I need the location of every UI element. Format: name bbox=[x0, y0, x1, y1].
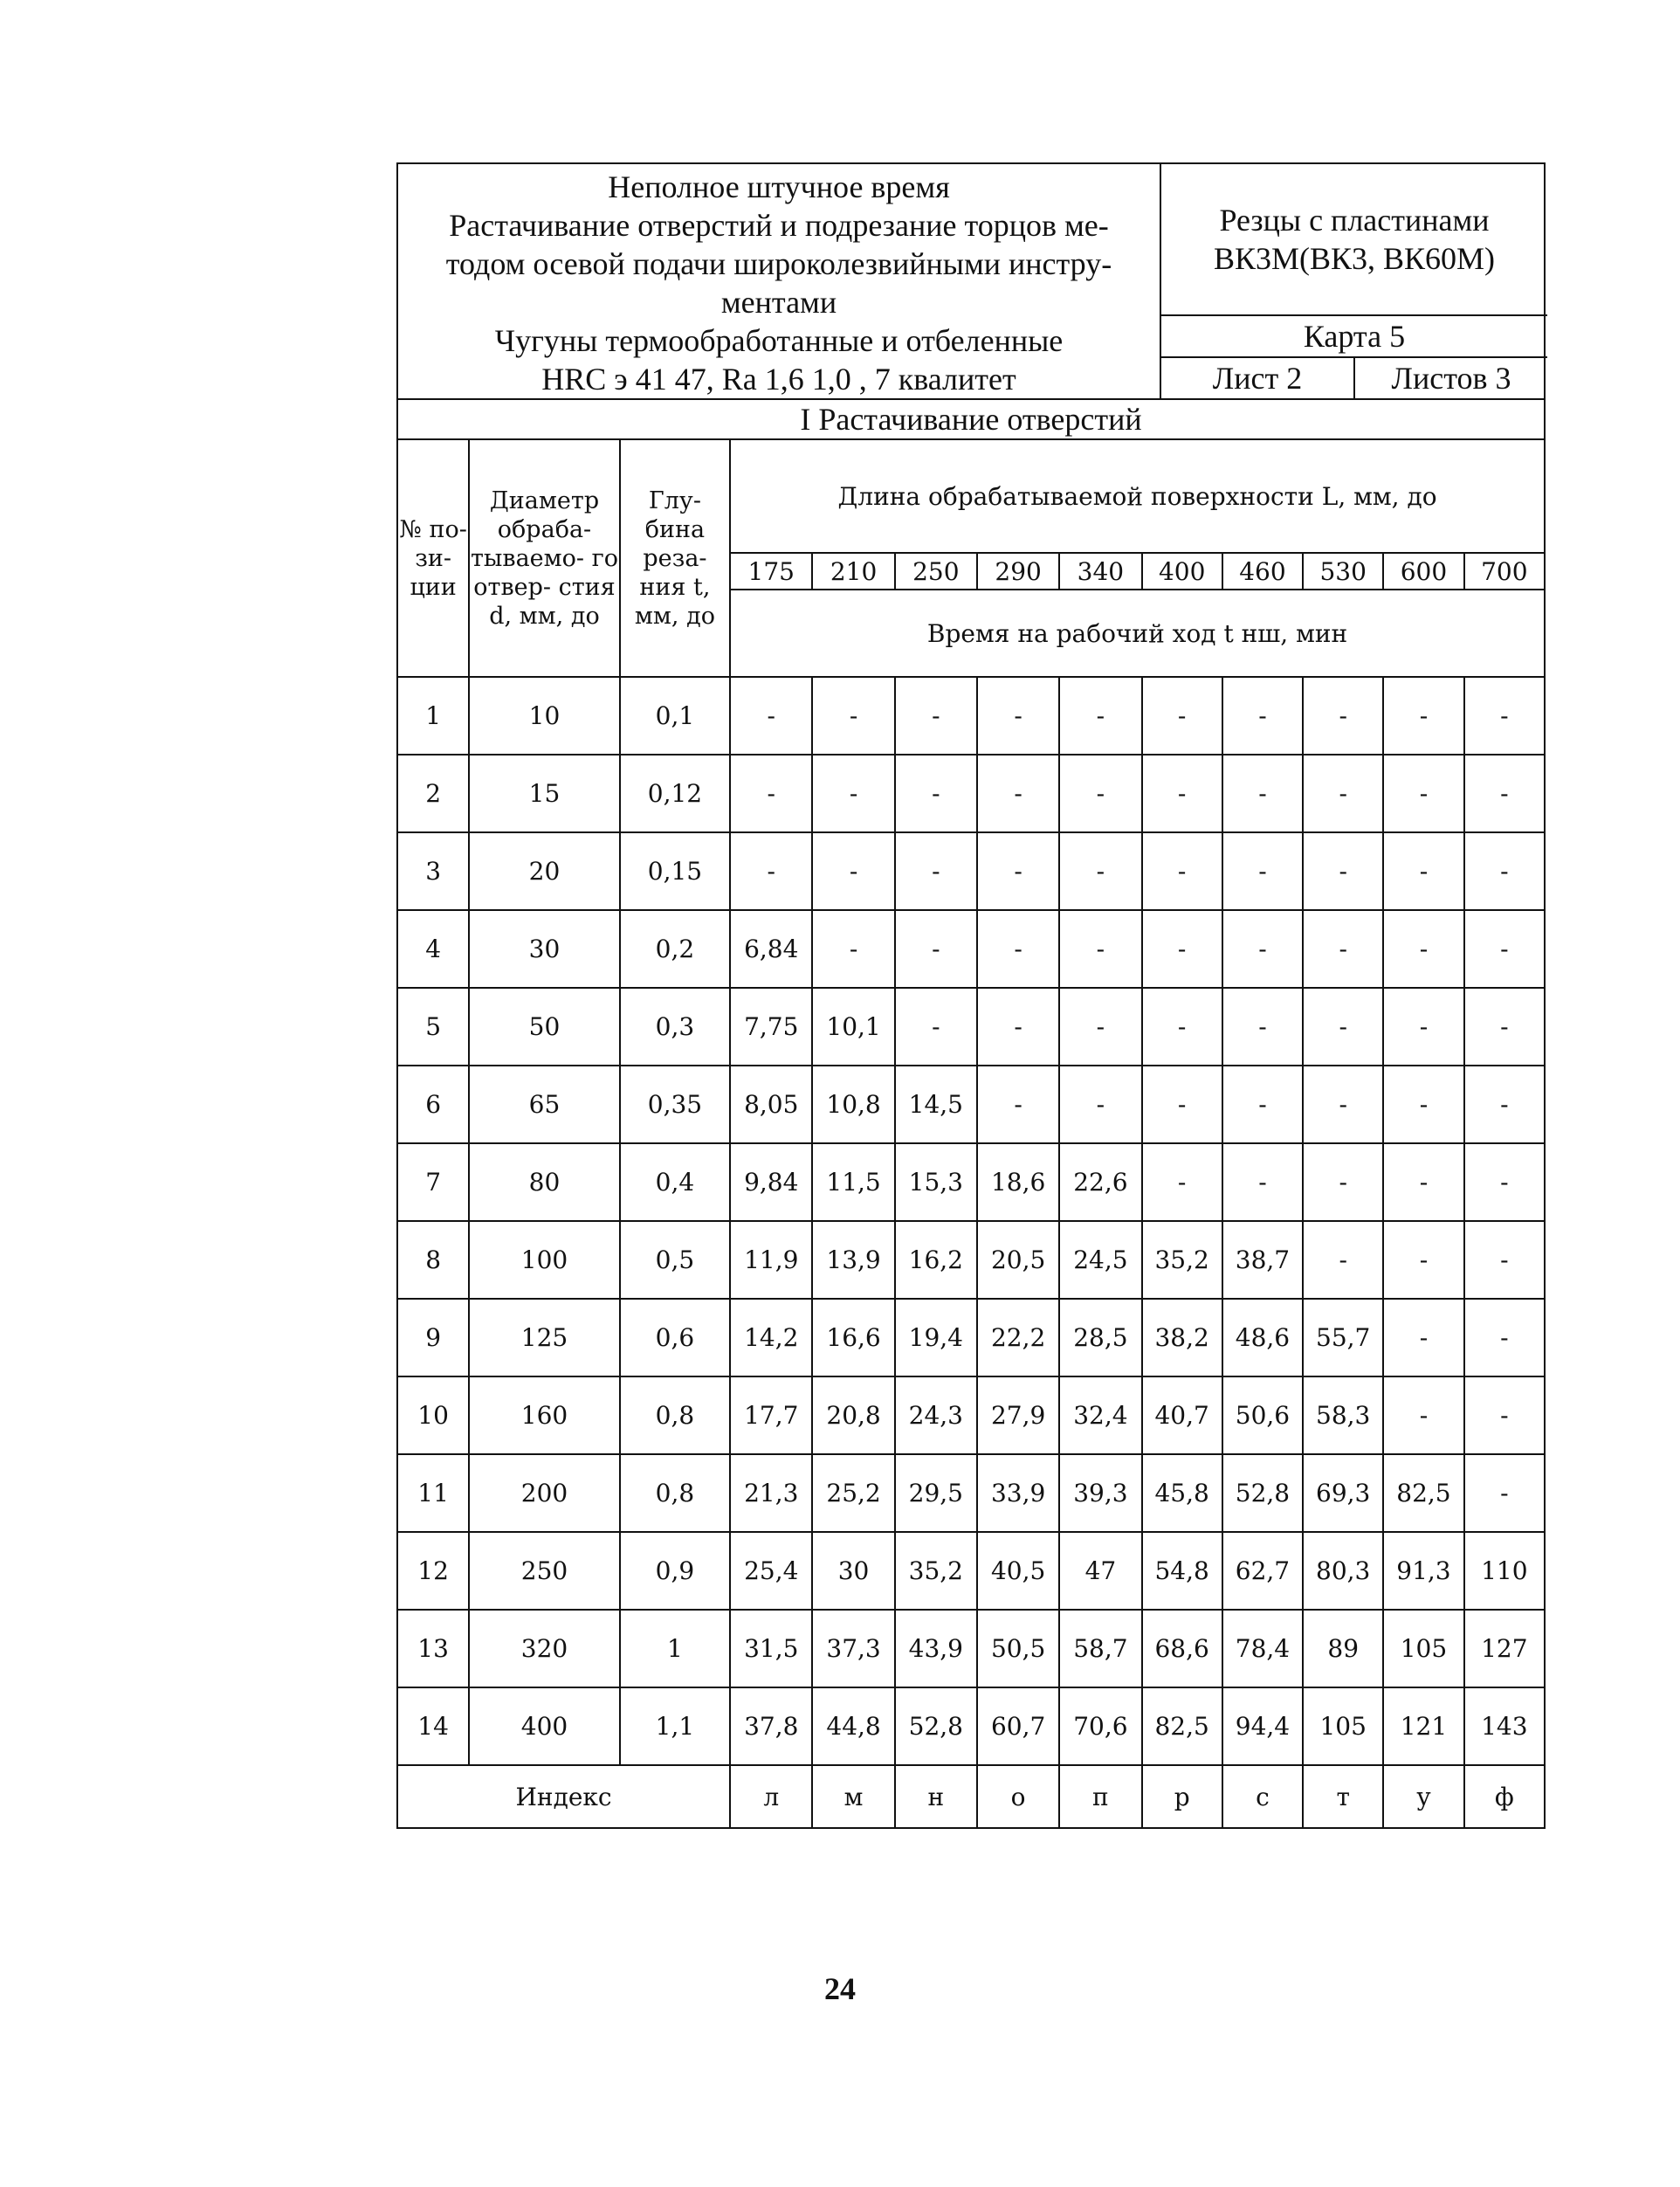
time-cell: - bbox=[977, 832, 1059, 910]
time-cell: - bbox=[1383, 1221, 1463, 1299]
time-cell: 33,9 bbox=[977, 1454, 1059, 1532]
time-cell: - bbox=[895, 988, 977, 1066]
time-cell: 58,7 bbox=[1059, 1610, 1141, 1687]
time-cell: 52,8 bbox=[1222, 1454, 1303, 1532]
position-cell: 2 bbox=[397, 755, 469, 832]
time-cell: 44,8 bbox=[812, 1687, 894, 1765]
diameter-cell: 250 bbox=[469, 1532, 620, 1610]
time-cell: - bbox=[1303, 677, 1383, 755]
time-cell: - bbox=[1464, 910, 1545, 988]
time-cell: 82,5 bbox=[1142, 1687, 1222, 1765]
length-value-cell: 250 bbox=[895, 553, 977, 590]
time-cell: - bbox=[1059, 988, 1141, 1066]
column-header-position: № по- зи- ции bbox=[397, 439, 469, 677]
time-cell: - bbox=[1383, 677, 1463, 755]
time-cell: - bbox=[812, 677, 894, 755]
length-value-cell: 290 bbox=[977, 553, 1059, 590]
depth-cell: 0,8 bbox=[620, 1454, 730, 1532]
time-cell: - bbox=[977, 988, 1059, 1066]
time-cell: 31,5 bbox=[730, 1610, 812, 1687]
index-letter-cell: п bbox=[1059, 1765, 1141, 1828]
time-cell: 15,3 bbox=[895, 1143, 977, 1221]
document-card bbox=[396, 162, 1546, 1829]
time-cell: 11,5 bbox=[812, 1143, 894, 1221]
cutters-info bbox=[1161, 164, 1547, 316]
position-cell: 1 bbox=[397, 677, 469, 755]
time-cell: 82,5 bbox=[1383, 1454, 1463, 1532]
position-cell: 8 bbox=[397, 1221, 469, 1299]
time-cell: 78,4 bbox=[1222, 1610, 1303, 1687]
time-cell: - bbox=[1383, 910, 1463, 988]
index-letter-cell: т bbox=[1303, 1765, 1383, 1828]
time-cell: 14,5 bbox=[895, 1066, 977, 1143]
time-cell: 20,8 bbox=[812, 1376, 894, 1454]
time-cell: - bbox=[1222, 832, 1303, 910]
position-cell: 5 bbox=[397, 988, 469, 1066]
time-cell: - bbox=[1142, 1143, 1222, 1221]
time-norms-table bbox=[396, 438, 1546, 1829]
title-line: Неполное штучное время bbox=[608, 169, 950, 204]
time-cell: 22,6 bbox=[1059, 1143, 1141, 1221]
time-cell: - bbox=[977, 677, 1059, 755]
time-cell: - bbox=[895, 755, 977, 832]
position-cell: 7 bbox=[397, 1143, 469, 1221]
table-row bbox=[397, 755, 1545, 832]
diameter-cell: 200 bbox=[469, 1454, 620, 1532]
time-cell: - bbox=[1142, 1066, 1222, 1143]
time-cell: - bbox=[1464, 755, 1545, 832]
time-cell: 47 bbox=[1059, 1532, 1141, 1610]
time-cell: - bbox=[1303, 910, 1383, 988]
index-letter-cell: у bbox=[1383, 1765, 1463, 1828]
time-cell: - bbox=[895, 677, 977, 755]
diameter-cell: 65 bbox=[469, 1066, 620, 1143]
time-cell: 17,7 bbox=[730, 1376, 812, 1454]
time-cell: 28,5 bbox=[1059, 1299, 1141, 1376]
length-value-cell: 210 bbox=[812, 553, 894, 590]
position-cell: 9 bbox=[397, 1299, 469, 1376]
time-cell: 80,3 bbox=[1303, 1532, 1383, 1610]
time-cell: 20,5 bbox=[977, 1221, 1059, 1299]
time-cell: - bbox=[1303, 1221, 1383, 1299]
depth-cell: 0,4 bbox=[620, 1143, 730, 1221]
time-cell: 91,3 bbox=[1383, 1532, 1463, 1610]
page-number: 24 bbox=[824, 1971, 856, 2006]
time-cell: 40,7 bbox=[1142, 1376, 1222, 1454]
time-cell: - bbox=[1383, 1299, 1463, 1376]
time-cell: - bbox=[1464, 988, 1545, 1066]
time-cell: - bbox=[1059, 1066, 1141, 1143]
time-cell: - bbox=[1464, 1221, 1545, 1299]
time-cell: 45,8 bbox=[1142, 1454, 1222, 1532]
column-header-length: Длина обрабатываемой поверхности L, мм, до bbox=[730, 439, 1545, 553]
diameter-cell: 320 bbox=[469, 1610, 620, 1687]
time-cell: 16,6 bbox=[812, 1299, 894, 1376]
time-cell: 30 bbox=[812, 1532, 894, 1610]
table-row bbox=[397, 910, 1545, 988]
depth-cell: 0,2 bbox=[620, 910, 730, 988]
time-cell: - bbox=[1222, 1143, 1303, 1221]
time-cell: 52,8 bbox=[895, 1687, 977, 1765]
time-cell: 38,7 bbox=[1222, 1221, 1303, 1299]
time-cell: - bbox=[1383, 1143, 1463, 1221]
time-cell: 60,7 bbox=[977, 1687, 1059, 1765]
time-cell: 37,3 bbox=[812, 1610, 894, 1687]
time-cell: 8,05 bbox=[730, 1066, 812, 1143]
diameter-cell: 80 bbox=[469, 1143, 620, 1221]
length-value-cell: 175 bbox=[730, 553, 812, 590]
diameter-cell: 20 bbox=[469, 832, 620, 910]
time-cell: 35,2 bbox=[895, 1532, 977, 1610]
time-cell: - bbox=[1059, 832, 1141, 910]
time-cell: - bbox=[1464, 677, 1545, 755]
title-line: ментами bbox=[720, 285, 837, 320]
length-value-cell: 530 bbox=[1303, 553, 1383, 590]
time-cell: - bbox=[1059, 677, 1141, 755]
diameter-cell: 100 bbox=[469, 1221, 620, 1299]
length-value-cell: 460 bbox=[1222, 553, 1303, 590]
depth-cell: 0,35 bbox=[620, 1066, 730, 1143]
time-cell: 121 bbox=[1383, 1687, 1463, 1765]
time-cell: - bbox=[1383, 1066, 1463, 1143]
time-cell: - bbox=[1383, 1376, 1463, 1454]
card-title-block bbox=[398, 164, 1161, 398]
time-cell: 16,2 bbox=[895, 1221, 977, 1299]
position-cell: 4 bbox=[397, 910, 469, 988]
time-cell: 35,2 bbox=[1142, 1221, 1222, 1299]
table-row bbox=[397, 1687, 1545, 1765]
time-cell: 38,2 bbox=[1142, 1299, 1222, 1376]
time-cell: 40,5 bbox=[977, 1532, 1059, 1610]
time-cell: - bbox=[812, 755, 894, 832]
time-cell: 6,84 bbox=[730, 910, 812, 988]
time-cell: - bbox=[730, 755, 812, 832]
time-cell: 37,8 bbox=[730, 1687, 812, 1765]
position-cell: 6 bbox=[397, 1066, 469, 1143]
time-cell: - bbox=[1464, 1143, 1545, 1221]
table-row bbox=[397, 1610, 1545, 1687]
depth-cell: 1,1 bbox=[620, 1687, 730, 1765]
position-cell: 13 bbox=[397, 1610, 469, 1687]
time-cell: 9,84 bbox=[730, 1143, 812, 1221]
depth-cell: 0,15 bbox=[620, 832, 730, 910]
time-cell: - bbox=[1142, 988, 1222, 1066]
index-letter-cell: н bbox=[895, 1765, 977, 1828]
diameter-cell: 50 bbox=[469, 988, 620, 1066]
time-cell: 94,4 bbox=[1222, 1687, 1303, 1765]
diameter-cell: 160 bbox=[469, 1376, 620, 1454]
time-cell: - bbox=[1142, 910, 1222, 988]
title-line: HRC э 41 47, Ra 1,6 1,0 , 7 квалитет bbox=[541, 362, 1016, 397]
time-cell: 7,75 bbox=[730, 988, 812, 1066]
table-row bbox=[397, 1532, 1545, 1610]
diameter-cell: 30 bbox=[469, 910, 620, 988]
time-cell: - bbox=[1303, 1143, 1383, 1221]
table-row bbox=[397, 1066, 1545, 1143]
time-cell: - bbox=[1303, 1066, 1383, 1143]
diameter-cell: 10 bbox=[469, 677, 620, 755]
time-cell: 39,3 bbox=[1059, 1454, 1141, 1532]
table-row bbox=[397, 1143, 1545, 1221]
column-header-depth: Глу- бина реза- ния t, мм, до bbox=[620, 439, 730, 677]
time-cell: 89 bbox=[1303, 1610, 1383, 1687]
time-cell: - bbox=[895, 832, 977, 910]
diameter-cell: 15 bbox=[469, 755, 620, 832]
time-cell: 105 bbox=[1383, 1610, 1463, 1687]
time-cell: - bbox=[1222, 910, 1303, 988]
column-header-diameter: Диаметр обраба- тываемо- го отвер- стия d, мм, до bbox=[469, 439, 620, 677]
diameter-cell: 125 bbox=[469, 1299, 620, 1376]
time-cell: 43,9 bbox=[895, 1610, 977, 1687]
table-row bbox=[397, 1221, 1545, 1299]
depth-cell: 0,1 bbox=[620, 677, 730, 755]
time-cell: 68,6 bbox=[1142, 1610, 1222, 1687]
time-cell: 143 bbox=[1464, 1687, 1545, 1765]
time-cell: - bbox=[1142, 755, 1222, 832]
time-cell: - bbox=[730, 677, 812, 755]
time-cell: 24,3 bbox=[895, 1376, 977, 1454]
depth-cell: 0,9 bbox=[620, 1532, 730, 1610]
position-cell: 12 bbox=[397, 1532, 469, 1610]
time-cell: 21,3 bbox=[730, 1454, 812, 1532]
index-letter-cell: о bbox=[977, 1765, 1059, 1828]
sheets-total: Листов 3 bbox=[1391, 361, 1511, 396]
index-letter-cell: м bbox=[812, 1765, 894, 1828]
time-cell: 110 bbox=[1464, 1532, 1545, 1610]
time-cell: 10,1 bbox=[812, 988, 894, 1066]
table-row bbox=[397, 1299, 1545, 1376]
sheet-number: Лист 2 bbox=[1161, 358, 1355, 398]
depth-cell: 0,5 bbox=[620, 1221, 730, 1299]
title-line: Чугуны термообработанные и отбеленные bbox=[494, 323, 1064, 358]
title-line: Растачивание отверстий и подрезание торцов ме- bbox=[449, 208, 1109, 243]
time-cell: 48,6 bbox=[1222, 1299, 1303, 1376]
position-cell: 3 bbox=[397, 832, 469, 910]
time-cell: 54,8 bbox=[1142, 1532, 1222, 1610]
time-cell: - bbox=[895, 910, 977, 988]
time-cell: 62,7 bbox=[1222, 1532, 1303, 1610]
time-cell: - bbox=[1059, 910, 1141, 988]
position-cell: 10 bbox=[397, 1376, 469, 1454]
time-cell: 50,6 bbox=[1222, 1376, 1303, 1454]
time-cell: - bbox=[1464, 1299, 1545, 1376]
time-cell: 25,4 bbox=[730, 1532, 812, 1610]
depth-cell: 0,6 bbox=[620, 1299, 730, 1376]
time-cell: - bbox=[1464, 832, 1545, 910]
depth-cell: 0,3 bbox=[620, 988, 730, 1066]
title-line: тодом осевой подачи широколезвийными инстру- bbox=[445, 246, 1112, 281]
time-cell: - bbox=[1222, 1066, 1303, 1143]
time-cell: - bbox=[1222, 755, 1303, 832]
depth-cell: 1 bbox=[620, 1610, 730, 1687]
length-value-cell: 700 bbox=[1464, 553, 1545, 590]
time-cell: 14,2 bbox=[730, 1299, 812, 1376]
position-cell: 11 bbox=[397, 1454, 469, 1532]
time-cell: - bbox=[1222, 988, 1303, 1066]
index-letter-cell: с bbox=[1222, 1765, 1303, 1828]
diameter-cell: 400 bbox=[469, 1687, 620, 1765]
time-cell: - bbox=[1303, 755, 1383, 832]
time-cell: - bbox=[977, 910, 1059, 988]
time-cell: 69,3 bbox=[1303, 1454, 1383, 1532]
index-letter-cell: р bbox=[1142, 1765, 1222, 1828]
time-cell: - bbox=[1464, 1454, 1545, 1532]
time-cell: - bbox=[730, 832, 812, 910]
time-cell: 55,7 bbox=[1303, 1299, 1383, 1376]
time-cell: 13,9 bbox=[812, 1221, 894, 1299]
time-cell: 24,5 bbox=[1059, 1221, 1141, 1299]
length-value-cell: 340 bbox=[1059, 553, 1141, 590]
time-cell: 70,6 bbox=[1059, 1687, 1141, 1765]
time-cell: 25,2 bbox=[812, 1454, 894, 1532]
time-cell: - bbox=[812, 910, 894, 988]
time-cell: - bbox=[1464, 1066, 1545, 1143]
time-cell: 22,2 bbox=[977, 1299, 1059, 1376]
time-cell: - bbox=[977, 755, 1059, 832]
length-value-cell: 600 bbox=[1383, 553, 1463, 590]
time-cell: - bbox=[1303, 988, 1383, 1066]
time-cell: 127 bbox=[1464, 1610, 1545, 1687]
index-letter-cell: л bbox=[730, 1765, 812, 1828]
time-cell: 58,3 bbox=[1303, 1376, 1383, 1454]
column-header-time: Время на рабочий ход t нш, мин bbox=[730, 590, 1545, 677]
section-title: I Растачивание отверстий bbox=[396, 398, 1546, 440]
time-cell: 29,5 bbox=[895, 1454, 977, 1532]
sheet-info bbox=[1161, 358, 1547, 398]
time-cell: - bbox=[1142, 677, 1222, 755]
time-cell: - bbox=[1383, 988, 1463, 1066]
time-cell: - bbox=[1383, 832, 1463, 910]
time-cell: 11,9 bbox=[730, 1221, 812, 1299]
depth-cell: 0,8 bbox=[620, 1376, 730, 1454]
index-row bbox=[397, 1765, 1545, 1828]
time-cell: - bbox=[1059, 755, 1141, 832]
table-row bbox=[397, 832, 1545, 910]
position-cell: 14 bbox=[397, 1687, 469, 1765]
card-info-block bbox=[1161, 164, 1547, 398]
time-cell: 32,4 bbox=[1059, 1376, 1141, 1454]
table-row bbox=[397, 1454, 1545, 1532]
cutters-line: ВК3М(ВК3, ВК60М) bbox=[1213, 241, 1496, 276]
time-cell: 27,9 bbox=[977, 1376, 1059, 1454]
depth-cell: 0,12 bbox=[620, 755, 730, 832]
time-cell: - bbox=[1142, 832, 1222, 910]
table-row bbox=[397, 677, 1545, 755]
time-cell: - bbox=[1303, 832, 1383, 910]
time-cell: - bbox=[812, 832, 894, 910]
index-label: Индекс bbox=[397, 1765, 730, 1828]
index-letter-cell: ф bbox=[1464, 1765, 1545, 1828]
time-cell: - bbox=[1464, 1376, 1545, 1454]
card-header bbox=[396, 162, 1546, 398]
time-cell: 10,8 bbox=[812, 1066, 894, 1143]
time-cell: 105 bbox=[1303, 1687, 1383, 1765]
time-cell: 50,5 bbox=[977, 1610, 1059, 1687]
time-cell: 19,4 bbox=[895, 1299, 977, 1376]
time-cell: - bbox=[1383, 755, 1463, 832]
time-cell: - bbox=[977, 1066, 1059, 1143]
time-cell: - bbox=[1222, 677, 1303, 755]
card-number: Карта 5 bbox=[1161, 316, 1547, 358]
table-row bbox=[397, 988, 1545, 1066]
cutters-line: Резцы с пластинами bbox=[1219, 203, 1490, 238]
time-cell: 18,6 bbox=[977, 1143, 1059, 1221]
length-value-cell: 400 bbox=[1142, 553, 1222, 590]
table-row bbox=[397, 1376, 1545, 1454]
